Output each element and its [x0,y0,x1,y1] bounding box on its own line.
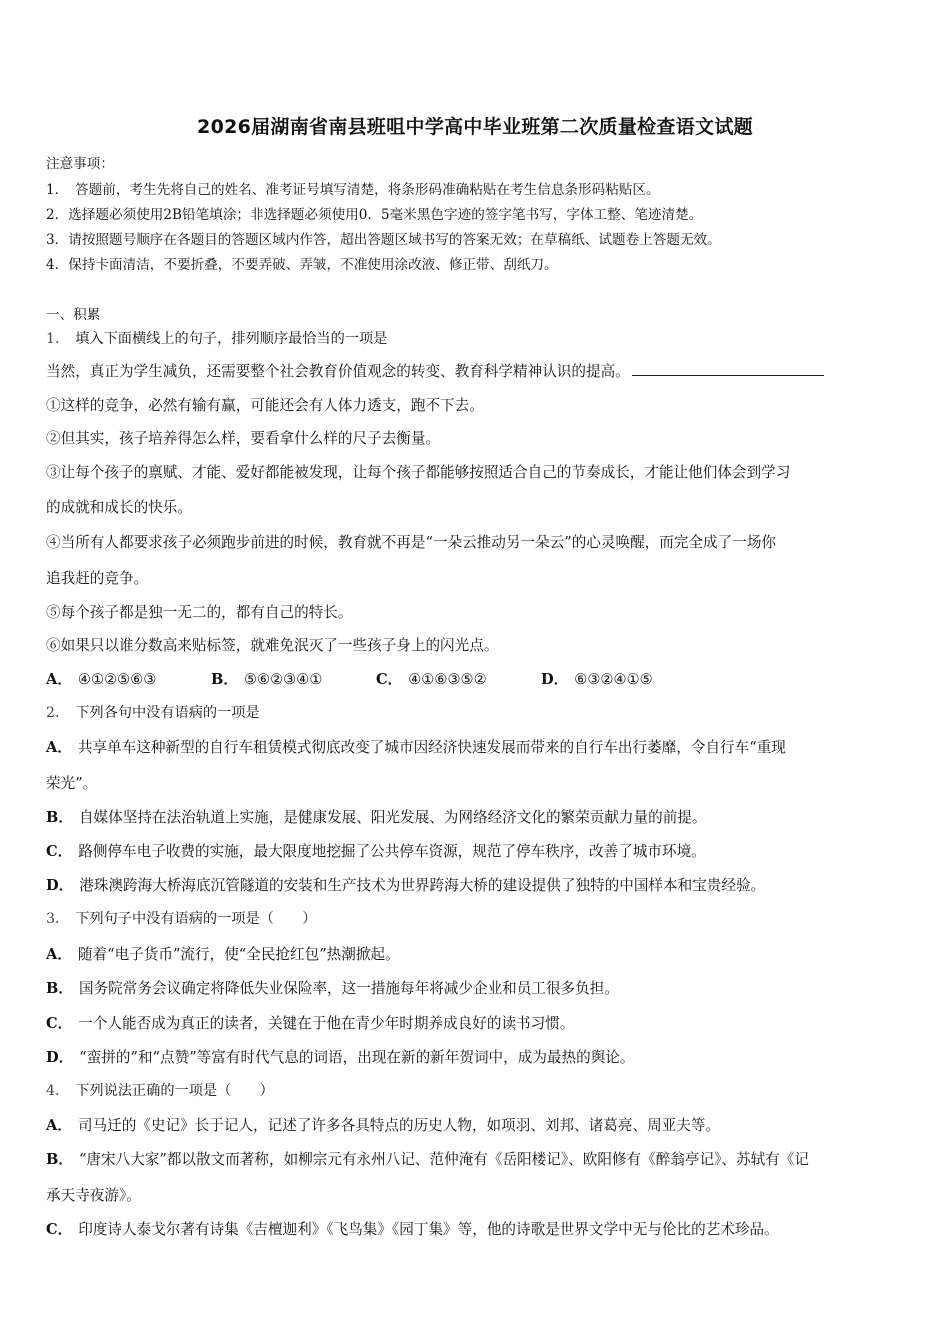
question-1-stem [46,328,906,348]
option-letter: A． [46,946,72,963]
notice-item-2: 2．选择题必须使用2B铅笔填涂；非选择题必须使用0．5毫米黑色字迹的签字笔书写，字体工整、笔迹清楚。 [46,207,703,223]
q2-option-a-line-1[interactable] [46,736,906,757]
option-letter: B． [46,1151,73,1168]
option-text: ⑥③②④①⑤ [574,671,653,688]
q2-option-a-line-2: 荣光”。 [46,775,98,792]
option-text: 一个人能否成为真正的读者，关键在于他在青少年时期养成良好的读书习惯。 [78,1015,575,1032]
option-letter: A． [46,671,72,688]
question-number: 1． [46,331,70,347]
option-text: “蛮拼的”和“点赞”等富有时代气息的词语，出现在新的新年贺词中，成为最热的舆论。 [79,1049,635,1066]
option-letter: C． [46,1221,73,1238]
option-letter: D． [46,877,74,894]
sentence-4-line-2: 追我赶的竞争。 [46,570,149,587]
option-a[interactable] [46,668,211,689]
answer-blank [632,361,824,376]
option-letter: A． [46,1117,72,1134]
question-number: 3． [46,911,70,927]
q3-option-a[interactable] [46,943,906,964]
option-letter: B． [211,671,238,688]
option-letter: A． [46,739,72,756]
option-text: 随着“电子货币”流行，使“全民抢红包”热潮掀起。 [77,946,400,963]
q3-option-c[interactable] [46,1012,906,1033]
sentence-3-line-2: 的成就和成长的快乐。 [46,499,192,516]
option-letter: B． [46,809,73,826]
sentence-5: ⑤每个孩子都是独一无二的，都有自己的特长。 [46,604,353,621]
q2-option-d[interactable] [46,874,906,895]
option-d[interactable] [541,668,653,689]
notice-heading: 注意事项： [46,156,114,172]
q3-option-d[interactable] [46,1046,906,1067]
q4-option-a[interactable] [46,1114,906,1135]
question-stem: 下列说法正确的一项是（ ） [75,1083,274,1099]
question-2-stem [46,702,906,722]
option-text: 自媒体坚持在法治轨道上实施，是健康发展、阳光发展、为网络经济文化的繁荣贡献力量的前提。 [78,809,707,826]
notice-item-3: 3．请按照题号顺序在各题目的答题区域内作答，超出答题区域书写的答案无效；在草稿纸、试题卷上答题无效。 [46,232,721,248]
option-b[interactable] [211,668,376,689]
q4-option-b-line-2: 承天寺夜游》。 [46,1187,141,1204]
option-text: ④①②⑤⑥③ [77,671,157,688]
sentence-1: ①这样的竞争，必然有输有赢，可能还会有人体力透支，跑不下去。 [46,397,484,414]
passage-text: 当然，真正为学生减负，还需要整个社会教育价值观念的转变、教育科学精神认识的提高。 [46,363,630,380]
option-letter: D． [46,1049,74,1066]
option-letter: C． [46,1015,73,1032]
sentence-6: ⑥如果只以谁分数高来贴标签，就难免泯灭了一些孩子身上的闪光点。 [46,637,499,654]
option-text: 司马迁的《史记》长于记人，记述了许多各具特点的历史人物，如项羽、刘邦、诸葛亮、周亚夫等。 [77,1117,721,1134]
q2-option-c[interactable] [46,840,906,861]
option-text: 国务院常务会议确定将降低失业保险率，这一措施每年将减少企业和员工很多负担。 [78,980,619,997]
question-1-passage [46,360,906,381]
question-stem: 填入下面横线上的句子，排列顺序最恰当的一项是 [75,331,388,347]
option-text: 港珠澳跨海大桥海底沉管隧道的安装和生产技术为世界跨海大桥的建设提供了独特的中国样本和宝贵经验。 [79,877,766,894]
sentence-2: ②但其实，孩子培养得怎么样，要看拿什么样的尺子去衡量。 [46,430,441,447]
option-text: “唐宋八大家”都以散文而著称，如柳宗元有永州八记、范仲淹有《岳阳楼记》、欧阳修有《醉翁亭记》、苏轼有《记 [78,1151,809,1168]
section-heading: 一、积累 [46,307,101,323]
option-letter: C． [376,671,403,688]
q4-option-b-line-1[interactable] [46,1148,906,1169]
question-stem: 下列句子中没有语病的一项是（ ） [75,911,317,927]
option-text: ④①⑥③⑤② [408,671,487,688]
question-number: 4． [46,1083,70,1099]
question-number: 2． [46,705,70,721]
option-letter: D． [541,671,569,688]
option-letter: C． [46,843,73,860]
notice-item-4: 4．保持卡面清洁，不要折叠，不要弄破、弄皱，不准使用涂改液、修正带、刮纸刀。 [46,257,558,273]
exam-title: 2026届湖南省南县班咀中学高中毕业班第二次质量检查语文试题 [197,116,753,138]
option-text: ⑤⑥②③④① [243,671,323,688]
option-text: 印度诗人泰戈尔著有诗集《吉檀迦利》《飞鸟集》《园丁集》等，他的诗歌是世界文学中无与伦比的艺术珍品。 [78,1221,779,1238]
question-stem: 下列各句中没有语病的一项是 [75,705,260,721]
option-text: 路侧停车电子收费的实施，最大限度地挖掘了公共停车资源，规范了停车秩序，改善了城市环境。 [78,843,706,860]
question-4-stem [46,1080,906,1100]
q2-option-b[interactable] [46,806,906,827]
option-c[interactable] [376,668,541,689]
option-text: 共享单车这种新型的自行车租赁模式彻底改变了城市因经济快速发展而带来的自行车出行萎靡，令自行车“重现 [77,739,786,756]
option-letter: B． [46,980,73,997]
question-1-options [46,668,906,689]
sentence-3-line-1: ③让每个孩子的禀赋、才能、爱好都能被发现，让每个孩子都能够按照适合自己的节奏成长，才能让他们体会到学习 [46,464,791,481]
sentence-4-line-1: ④当所有人都要求孩子必须跑步前进的时候，教育就不再是“一朵云推动另一朵云”的心灵唤醒，而完全成了一场你 [46,534,777,551]
notice-item-1: 1． 答题前，考生先将自己的姓名、准考证号填写清楚，将条形码准确粘贴在考生信息条形码粘贴区。 [46,182,660,198]
q4-option-c[interactable] [46,1218,906,1239]
question-3-stem [46,908,906,928]
q3-option-b[interactable] [46,977,906,998]
